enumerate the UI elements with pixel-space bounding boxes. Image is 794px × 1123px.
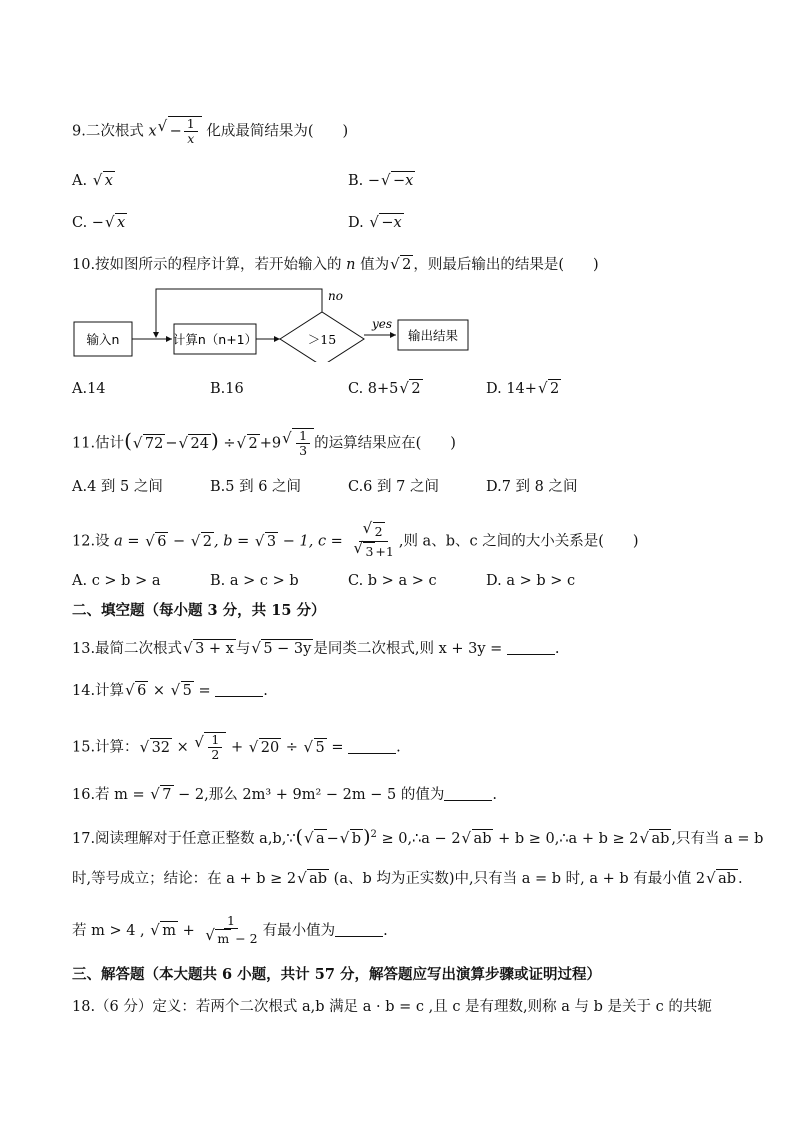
radical: √ − $\frac{1}{x}$ (158, 116, 202, 146)
q9-option-b: B. −√ −x (348, 170, 415, 192)
question-12: 12.设 a = √ 6 − √ 2 , b = √ 3 − 1, c = √ 2 √ 3 +1 ,则 a、b、c 之间的大小关系是( ) (72, 522, 639, 561)
question-10: 10.按如图所示的程序计算，若开始输入的 n 值为√ 2 ，则最后输出的结果是( ) (72, 254, 599, 276)
q12-option-c: C. b > a > c (348, 573, 437, 589)
question-14: 14.计算√ 6 × √ 5 = . (72, 680, 268, 702)
flow-output-label: 输出结果 (407, 328, 459, 343)
q11-option-a: A.4 到 5 之间 (72, 479, 163, 495)
q10-option-b: B.16 (210, 381, 244, 397)
answer-blank (444, 786, 492, 801)
flow-yes-label: yes (372, 317, 393, 331)
q9-option-a: A. √ x (72, 170, 115, 192)
question-9: 9.二次根式 x√ − $\frac{1}{x}$ 化成最简结果为( ) (72, 116, 348, 146)
question-13: 13.最简二次根式√ 3 + x 与√ 5 − 3y 是同类二次根式,则 x + 3y = . (72, 638, 560, 660)
flow-compute-label: 计算n（n+1） (172, 332, 258, 347)
q11-option-b: B.5 到 6 之间 (210, 479, 302, 495)
question-18: 18.（6 分）定义：若两个二次根式 a,b 满足 a · b = c ,且 c 是有理数,则称 a 与 b 是关于 c 的共轭 (72, 999, 712, 1015)
answer-blank (215, 682, 263, 697)
q12-option-d: D. a > b > c (486, 573, 576, 589)
flow-input-label: 输入n (86, 332, 120, 347)
question-16: 16.若 m = √ 7 − 2,那么 2m³ + 9m² − 2m − 5 的值为 . (72, 784, 497, 806)
question-17-line-3: 若 m > 4 , √ m + 1 √ m − 2 有最小值为 . (72, 914, 388, 948)
q10-option-c: C. 8+5√ 2 (348, 378, 423, 400)
q11-option-d: D.7 到 8 之间 (486, 479, 578, 495)
q11-option-c: C.6 到 7 之间 (348, 479, 439, 495)
q12-option-a: A. c > b > a (72, 573, 161, 589)
program-flowchart (68, 282, 488, 362)
section-2-heading: 二、填空题（每小题 3 分，共 15 分） (72, 602, 326, 619)
question-15: 15.计算：√ 32 × √ $\frac{1}{2}$ + √ 20 ÷ √ 5 = . (72, 732, 401, 762)
q9-option-d: D. √ −x (348, 212, 404, 234)
answer-blank (335, 922, 383, 937)
question-17-line-2: 时,等号成立；结论：在 a + b ≥ 2√ ab (a、b 均为正实数)中,只有当 a = b 时, a + b 有最小值 2√ ab . (72, 868, 743, 890)
flow-condition-label: ＞15 (307, 332, 337, 347)
question-11: 11.估计(√ 72 −√ 24 ) ÷√ 2 +9 √ $\frac{1}{3}$ 的运算结果应在( ) (72, 428, 456, 458)
question-17-line-1: 17.阅读理解对于任意正整数 a,b,∵(√ a −√ b )$^2$ ≥ 0,∴a − 2√ ab + b ≥ 0,∴a + b ≥ 2√ ab ,只有当 a = b (72, 824, 763, 850)
answer-blank (507, 640, 555, 655)
answer-blank (348, 739, 396, 754)
q9-option-c: C. −√ x (72, 212, 127, 234)
q10-option-d: D. 14+√ 2 (486, 378, 561, 400)
flow-no-label: no (328, 289, 343, 303)
q10-option-a: A.14 (72, 381, 106, 397)
section-3-heading: 三、解答题（本大题共 6 小题，共计 57 分，解答题应写出演算步骤或证明过程） (72, 966, 601, 983)
q12-option-b: B. a > c > b (210, 573, 299, 589)
